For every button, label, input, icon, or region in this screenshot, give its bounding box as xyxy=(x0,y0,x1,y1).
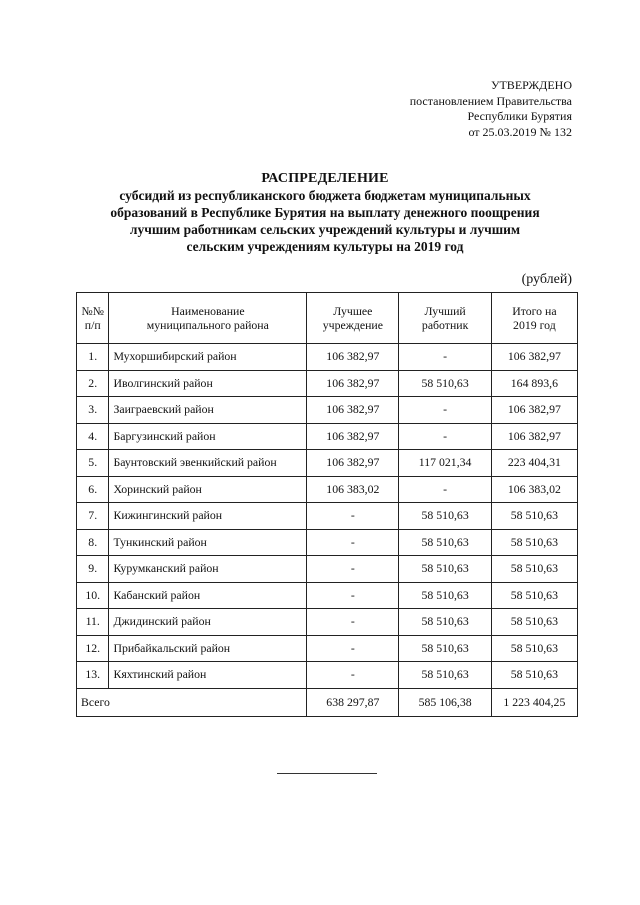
document-title xyxy=(70,170,580,255)
row-number: 4. xyxy=(77,423,109,450)
best-institution-amount: 106 382,97 xyxy=(307,450,399,477)
header-worker-line2: работник xyxy=(421,318,469,332)
table-row xyxy=(77,476,578,503)
best-worker-amount: - xyxy=(399,423,491,450)
best-worker-amount: - xyxy=(399,476,491,503)
best-worker-amount: 58 510,63 xyxy=(399,609,491,636)
closing-line xyxy=(277,773,377,774)
best-worker-amount: 58 510,63 xyxy=(399,635,491,662)
row-number: 11. xyxy=(77,609,109,636)
best-institution-amount: - xyxy=(307,556,399,583)
row-number: 12. xyxy=(77,635,109,662)
table-row xyxy=(77,370,578,397)
district-name: Джидинский район xyxy=(109,609,307,636)
row-total: 106 383,02 xyxy=(491,476,577,503)
district-name: Прибайкальский район xyxy=(109,635,307,662)
best-institution-amount: 106 382,97 xyxy=(307,344,399,371)
best-institution-amount: - xyxy=(307,662,399,689)
table-row xyxy=(77,503,578,530)
table-row xyxy=(77,609,578,636)
district-name: Хоринский район xyxy=(109,476,307,503)
best-worker-amount: 58 510,63 xyxy=(399,582,491,609)
best-institution-amount: 106 382,97 xyxy=(307,397,399,424)
header-best-worker xyxy=(399,293,491,344)
best-worker-amount: 117 021,34 xyxy=(399,450,491,477)
table-row xyxy=(77,529,578,556)
best-worker-amount: - xyxy=(399,397,491,424)
best-worker-amount: 58 510,63 xyxy=(399,503,491,530)
row-number: 10. xyxy=(77,582,109,609)
approval-title: УТВЕРЖДЕНО xyxy=(490,78,572,92)
row-total: 58 510,63 xyxy=(491,503,577,530)
header-name-line2: муниципального района xyxy=(146,318,269,332)
district-name: Кяхтинский район xyxy=(109,662,307,689)
header-number-line1: №№ xyxy=(81,304,104,318)
best-institution-amount: - xyxy=(307,609,399,636)
row-number: 13. xyxy=(77,662,109,689)
district-name: Баргузинский район xyxy=(109,423,307,450)
row-number: 7. xyxy=(77,503,109,530)
best-institution-amount: 106 383,02 xyxy=(307,476,399,503)
best-worker-amount: 58 510,63 xyxy=(399,529,491,556)
table-row xyxy=(77,556,578,583)
approval-resolution: постановлением Правительства xyxy=(409,93,572,108)
district-name: Заиграевский район xyxy=(109,397,307,424)
row-total: 106 382,97 xyxy=(491,423,577,450)
title-line-5: сельским учреждениям культуры на 2019 год xyxy=(186,239,464,254)
district-name: Иволгинский район xyxy=(109,370,307,397)
header-total-line2: 2019 год xyxy=(513,318,556,332)
district-name: Кижингинский район xyxy=(109,503,307,530)
header-number xyxy=(77,293,109,344)
row-number: 6. xyxy=(77,476,109,503)
approval-stamp xyxy=(312,78,572,140)
title-line-2: субсидий из республиканского бюджета бюджетам муниципальных xyxy=(119,188,531,203)
row-total: 223 404,31 xyxy=(491,450,577,477)
best-worker-amount: - xyxy=(399,344,491,371)
table-header-row xyxy=(77,293,578,344)
header-total xyxy=(491,293,577,344)
header-inst-line2: учреждение xyxy=(322,318,383,332)
best-worker-amount: 58 510,63 xyxy=(399,370,491,397)
table-row xyxy=(77,344,578,371)
district-name: Кабанский район xyxy=(109,582,307,609)
total-row xyxy=(77,688,578,716)
row-number: 1. xyxy=(77,344,109,371)
row-total: 58 510,63 xyxy=(491,635,577,662)
row-number: 2. xyxy=(77,370,109,397)
approval-date-number: от 25.03.2019 № 132 xyxy=(468,124,572,139)
title-heading: РАСПРЕДЕЛЕНИЕ xyxy=(261,171,389,186)
title-line-3: образований в Республике Бурятия на выплату денежного поощрения xyxy=(110,205,540,220)
approval-authority: Республики Бурятия xyxy=(467,109,572,123)
distribution-table xyxy=(76,292,578,717)
row-total: 58 510,63 xyxy=(491,582,577,609)
total-sum: 1 223 404,25 xyxy=(491,688,577,716)
row-total: 58 510,63 xyxy=(491,529,577,556)
units-label: (рублей) xyxy=(521,272,572,287)
row-number: 3. xyxy=(77,397,109,424)
row-total: 58 510,63 xyxy=(491,662,577,689)
best-worker-amount: 58 510,63 xyxy=(399,662,491,689)
header-best-institution xyxy=(307,293,399,344)
district-name: Курумканский район xyxy=(109,556,307,583)
table-row xyxy=(77,635,578,662)
best-institution-amount: - xyxy=(307,582,399,609)
total-institution: 638 297,87 xyxy=(307,688,399,716)
total-label: Всего xyxy=(77,688,307,716)
total-worker: 585 106,38 xyxy=(399,688,491,716)
district-name: Тункинский район xyxy=(109,529,307,556)
best-institution-amount: 106 382,97 xyxy=(307,370,399,397)
row-number: 8. xyxy=(77,529,109,556)
best-institution-amount: - xyxy=(307,635,399,662)
best-institution-amount: - xyxy=(307,529,399,556)
header-number-line2: п/п xyxy=(84,318,101,332)
best-worker-amount: 58 510,63 xyxy=(399,556,491,583)
header-name-line1: Наименование xyxy=(171,304,245,318)
header-inst-line1: Лучшее xyxy=(333,304,373,318)
row-total: 58 510,63 xyxy=(491,556,577,583)
row-number: 9. xyxy=(77,556,109,583)
row-total: 106 382,97 xyxy=(491,344,577,371)
table-row xyxy=(77,397,578,424)
row-total: 106 382,97 xyxy=(491,397,577,424)
table-row xyxy=(77,662,578,689)
best-institution-amount: 106 382,97 xyxy=(307,423,399,450)
title-line-4: лучшим работникам сельских учреждений культуры и лучшим xyxy=(129,222,521,237)
row-total: 164 893,6 xyxy=(491,370,577,397)
district-name: Мухоршибирский район xyxy=(109,344,307,371)
header-district-name xyxy=(109,293,307,344)
district-name: Баунтовский эвенкийский район xyxy=(109,450,307,477)
table-body xyxy=(77,344,578,689)
row-total: 58 510,63 xyxy=(491,609,577,636)
best-institution-amount: - xyxy=(307,503,399,530)
table-row xyxy=(77,450,578,477)
table-row xyxy=(77,582,578,609)
row-number: 5. xyxy=(77,450,109,477)
header-worker-line1: Лучший xyxy=(424,304,466,318)
header-total-line1: Итого на xyxy=(512,304,557,318)
table-row xyxy=(77,423,578,450)
